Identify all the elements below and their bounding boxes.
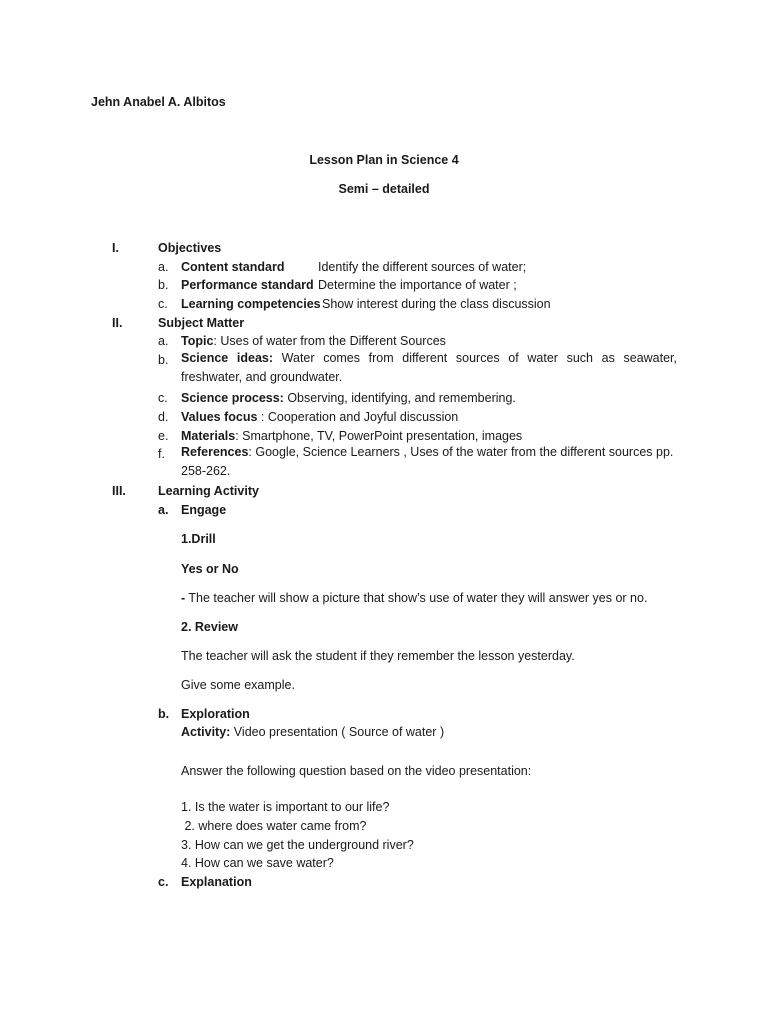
subject-item-text: : Google, Science Learners , Uses of the water from the different sources pp. 258-262. bbox=[181, 445, 674, 478]
subject-item-text: : Cooperation and Joyful discussion bbox=[257, 410, 459, 424]
list-letter: f. bbox=[158, 447, 165, 461]
review-example: Give some example. bbox=[181, 678, 295, 692]
subject-item bbox=[181, 443, 677, 481]
subject-item bbox=[181, 390, 516, 406]
author-name: Jehn Anabel A. Albitos bbox=[91, 95, 226, 109]
section-heading-subject-matter: Subject Matter bbox=[158, 316, 245, 330]
list-letter: d. bbox=[158, 410, 169, 424]
list-letter: e. bbox=[158, 429, 169, 443]
subject-item-label: Materials bbox=[181, 429, 236, 443]
review-text: The teacher will ask the student if they remember the lesson yesterday. bbox=[181, 649, 575, 663]
subject-item bbox=[181, 409, 458, 425]
exploration-activity bbox=[181, 724, 444, 740]
section-number-subject-matter: II. bbox=[112, 316, 123, 330]
exploration-instruction: Answer the following question based on the video presentation: bbox=[181, 764, 532, 778]
subject-item-label: Values focus bbox=[181, 410, 258, 424]
subject-item-text: : Smartphone, TV, PowerPoint presentation, images bbox=[235, 429, 523, 443]
drill-title: Yes or No bbox=[181, 562, 239, 576]
objective-label: Content standard bbox=[181, 260, 285, 274]
list-letter: b. bbox=[158, 353, 169, 367]
list-letter: b. bbox=[158, 707, 170, 721]
document-subtitle: Semi – detailed bbox=[338, 182, 430, 196]
objective-label: Learning competencies bbox=[181, 297, 321, 311]
question-item: 2. where does water came from? bbox=[181, 819, 367, 833]
list-letter: c. bbox=[158, 391, 168, 405]
review-heading: 2. Review bbox=[181, 620, 238, 634]
subject-item bbox=[181, 428, 522, 444]
subject-item-text: : Uses of water from the Different Sources bbox=[213, 334, 446, 348]
objective-text: Determine the importance of water ; bbox=[318, 278, 517, 292]
list-letter: c. bbox=[158, 875, 169, 889]
objective-label: Performance standard bbox=[181, 278, 314, 292]
section-heading-learning-activity: Learning Activity bbox=[158, 484, 259, 498]
subject-item-label: References bbox=[181, 445, 249, 459]
section-heading-objectives: Objectives bbox=[158, 241, 222, 255]
list-letter: a. bbox=[158, 260, 169, 274]
explanation-heading: Explanation bbox=[181, 875, 252, 889]
subject-item-text: Observing, identifying, and remembering. bbox=[283, 391, 516, 405]
drill-text bbox=[181, 590, 647, 606]
drill-dash: - bbox=[181, 591, 186, 605]
subject-item-label: Topic bbox=[181, 334, 214, 348]
subject-item-label: Science ideas: bbox=[181, 351, 274, 365]
question-item: 1. Is the water is important to our life? bbox=[181, 800, 390, 814]
question-item: 3. How can we get the underground river? bbox=[181, 838, 414, 852]
list-letter: a. bbox=[158, 503, 169, 517]
subject-item-label: Science process: bbox=[181, 391, 284, 405]
list-letter: b. bbox=[158, 278, 169, 292]
subject-item bbox=[181, 333, 446, 349]
objective-text: Show interest during the class discussion bbox=[322, 297, 551, 311]
question-item: 4. How can we save water? bbox=[181, 856, 334, 870]
engage-heading: Engage bbox=[181, 503, 227, 517]
list-letter: a. bbox=[158, 334, 169, 348]
section-number-learning-activity: III. bbox=[112, 484, 126, 498]
list-letter: c. bbox=[158, 297, 168, 311]
objective-text: Identify the different sources of water; bbox=[318, 260, 527, 274]
exploration-heading: Exploration bbox=[181, 707, 250, 721]
activity-label: Activity: bbox=[181, 725, 231, 739]
subject-item bbox=[181, 349, 677, 387]
document-title: Lesson Plan in Science 4 bbox=[309, 153, 459, 167]
drill-description: The teacher will show a picture that show’s use of water they will answer yes or no. bbox=[185, 591, 648, 605]
subject-item-text: Water comes from different sources of water such as seawater, freshwater, and groundwater. bbox=[181, 351, 677, 384]
section-number-objectives: I. bbox=[112, 241, 119, 255]
activity-text: Video presentation ( Source of water ) bbox=[230, 725, 445, 739]
drill-heading: 1.Drill bbox=[181, 532, 216, 546]
